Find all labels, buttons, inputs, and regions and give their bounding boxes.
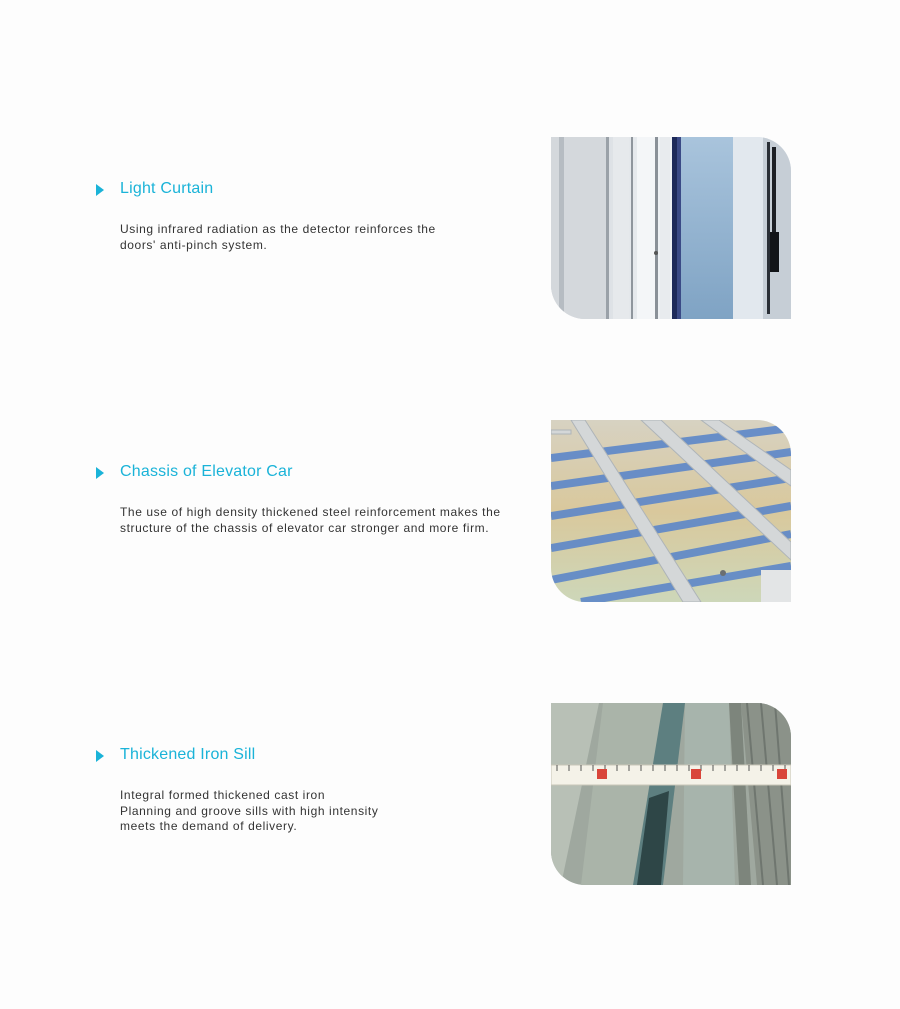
feature-title: Chassis of Elevator Car xyxy=(120,463,293,480)
description-line: structure of the chassis of elevator car stronger and more firm. xyxy=(120,520,490,535)
description-line: The use of high density thickened steel reinforcement makes the xyxy=(120,505,501,519)
feature-description xyxy=(120,788,520,835)
description-line: Planning and groove sills with high intensity xyxy=(120,803,379,818)
play-triangle-icon xyxy=(96,750,104,762)
feature-title: Thickened Iron Sill xyxy=(120,746,256,763)
description-line: meets the demand of delivery. xyxy=(120,819,298,833)
iron-sill-photo xyxy=(551,703,791,885)
feature-description xyxy=(120,222,520,253)
description-line: doors' anti-pinch system. xyxy=(120,237,268,252)
play-triangle-icon xyxy=(96,467,104,479)
description-line: Integral formed thickened cast iron xyxy=(120,788,326,802)
light-curtain-photo xyxy=(551,137,791,319)
description-line: Using infrared radiation as the detector reinforces the xyxy=(120,222,436,236)
feature-description xyxy=(120,505,520,536)
play-triangle-icon xyxy=(96,184,104,196)
feature-title: Light Curtain xyxy=(120,180,214,197)
chassis-photo xyxy=(551,420,791,602)
